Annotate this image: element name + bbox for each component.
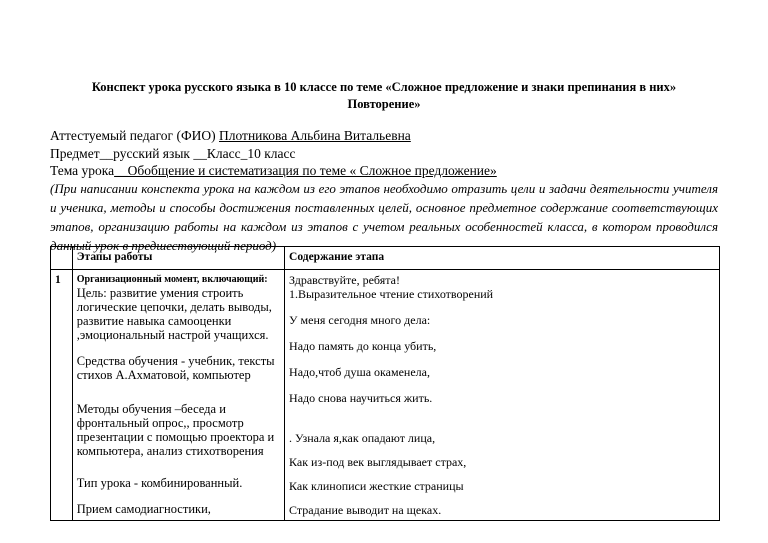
content-line: У меня сегодня много дела: [289, 313, 431, 327]
stage-type: Тип урока - комбинированный. [76, 476, 243, 490]
content-line: Надо,чтоб душа окаменела, [289, 365, 430, 379]
content-line: Страдание выводит на щеках. [289, 503, 442, 517]
stage-means: Средства обучения - учебник, тексты стихов А.Ахматовой, компьютер [76, 354, 275, 382]
content-line: 1.Выразительное чтение стихотворений [289, 287, 494, 301]
lesson-plan-table [50, 246, 720, 521]
topic-label: Тема урока [50, 163, 115, 178]
content-line: Как из-под век выглядывает страх, [289, 455, 467, 469]
title-line-1: Конспект урока русского языка в 10 классе по теме «Сложное предложение и знаки препинания в них» [91, 80, 677, 94]
stage-cell [72, 270, 284, 521]
header-stages: Этапы работы [72, 247, 284, 270]
header-number [51, 247, 73, 270]
teacher-line [50, 127, 730, 145]
content-cell [285, 270, 720, 521]
header-content: Содержание этапа [285, 247, 720, 270]
content-line: Надо память до конца убить, [289, 339, 437, 353]
row-number: 1 [51, 270, 73, 521]
teacher-label: Аттестуемый педагог (ФИО) [50, 128, 219, 143]
stage-technique: Прием самодиагностики, [76, 502, 211, 516]
subject-line: Предмет__русский язык __Класс_10 класс [50, 146, 296, 161]
table-row [51, 270, 720, 521]
content-line: . Узнала я,как опадают лица, [289, 431, 436, 445]
teacher-name: Плотникова Альбина Витальевна [219, 128, 411, 143]
table-header-row [51, 247, 720, 270]
topic-line [50, 162, 730, 180]
title-line-2: Повторение» [347, 97, 421, 111]
instruction-note: (При написании конспекта урока на каждом из его этапов необходимо отразить цели и задачи деятельности учителя и ученика, методы и способы достижения поставленных целей, основное предметное содержание соответствующих этапов, организацию работы на каждом из этапов с учетом реальных особенностей класса, в котором проводился данный урок в предшествующий период) [50, 181, 718, 253]
content-line: Надо снова научиться жить. [289, 391, 433, 405]
stage-title: Организационный момент, включающий: [76, 274, 268, 285]
content-line: Как клинописи жесткие страницы [289, 479, 464, 493]
content-line: Здравствуйте, ребята! [289, 273, 400, 287]
stage-goal: Цель: развитие умения строить логические цепочки, делать выводы, развитие навыка самооценки ,эмоциональный настрой учащихся. [76, 286, 272, 342]
stage-methods: Методы обучения –беседа и фронтальный опрос,, просмотр презентации с помощью проектора и компьютера, анализ стихотворения [76, 402, 275, 458]
topic-value: __Обобщение и систематизация по теме « Сложное предложение» [114, 163, 497, 178]
document-title [50, 79, 718, 113]
